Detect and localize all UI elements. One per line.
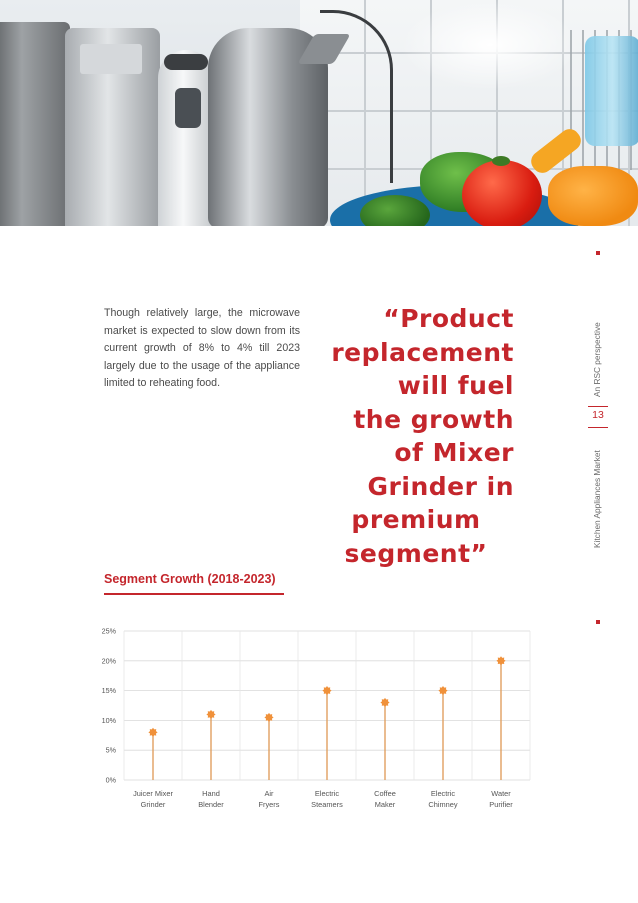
chart-title: Segment Growth (2018-2023)	[104, 572, 276, 586]
x-category-label: Hand	[202, 789, 220, 798]
x-category-label: Electric	[430, 789, 456, 798]
y-tick-label: 10%	[101, 715, 116, 725]
x-category-label: Maker	[374, 800, 396, 809]
intro-paragraph: Though relatively large, the microwave market is expected to slow down from its current growth of 8% to 4% till 2023 largely due to the usage of the appliance limited to reheating food.	[104, 307, 300, 389]
rail-report-label: Kitchen Appliances Market	[592, 450, 602, 548]
x-category-label: Grinder	[140, 800, 166, 809]
quote-line: will fuel	[397, 371, 514, 400]
quote-line: Grinder in	[367, 471, 514, 501]
quote-line: premium	[351, 505, 481, 534]
data-point	[206, 710, 215, 719]
data-point	[380, 698, 389, 707]
x-category-label: Blender	[198, 800, 224, 809]
x-category-label: Water	[491, 789, 511, 798]
x-category-label: Chimney	[428, 800, 458, 809]
quote-line: of Mixer	[394, 438, 514, 467]
x-category-label: Air	[264, 789, 274, 798]
y-tick-label: 5%	[105, 745, 116, 755]
rail-perspective-label: An RSC perspective	[592, 322, 602, 397]
page-number: 13	[592, 409, 604, 421]
quote-line: “Product	[383, 304, 514, 333]
data-point	[496, 656, 505, 665]
x-category-label: Coffee	[374, 789, 396, 798]
quote-line: the growth	[353, 404, 514, 434]
x-category-label: Electric	[314, 789, 340, 798]
data-point	[264, 713, 273, 722]
quote-line: replacement	[331, 337, 514, 367]
x-category-label: Fryers	[258, 800, 280, 809]
y-tick-label: 20%	[101, 656, 116, 666]
quote-line: segment”	[344, 538, 488, 568]
x-category-label: Juicer Mixer	[133, 789, 173, 798]
y-tick-label: 25%	[101, 626, 116, 636]
data-point	[438, 686, 447, 695]
y-tick-label: 0%	[105, 775, 116, 785]
data-point	[322, 686, 331, 695]
x-category-label: Steamers	[311, 800, 343, 809]
data-point	[148, 728, 157, 737]
x-category-label: Purifier	[489, 800, 513, 809]
y-tick-label: 15%	[101, 686, 116, 696]
